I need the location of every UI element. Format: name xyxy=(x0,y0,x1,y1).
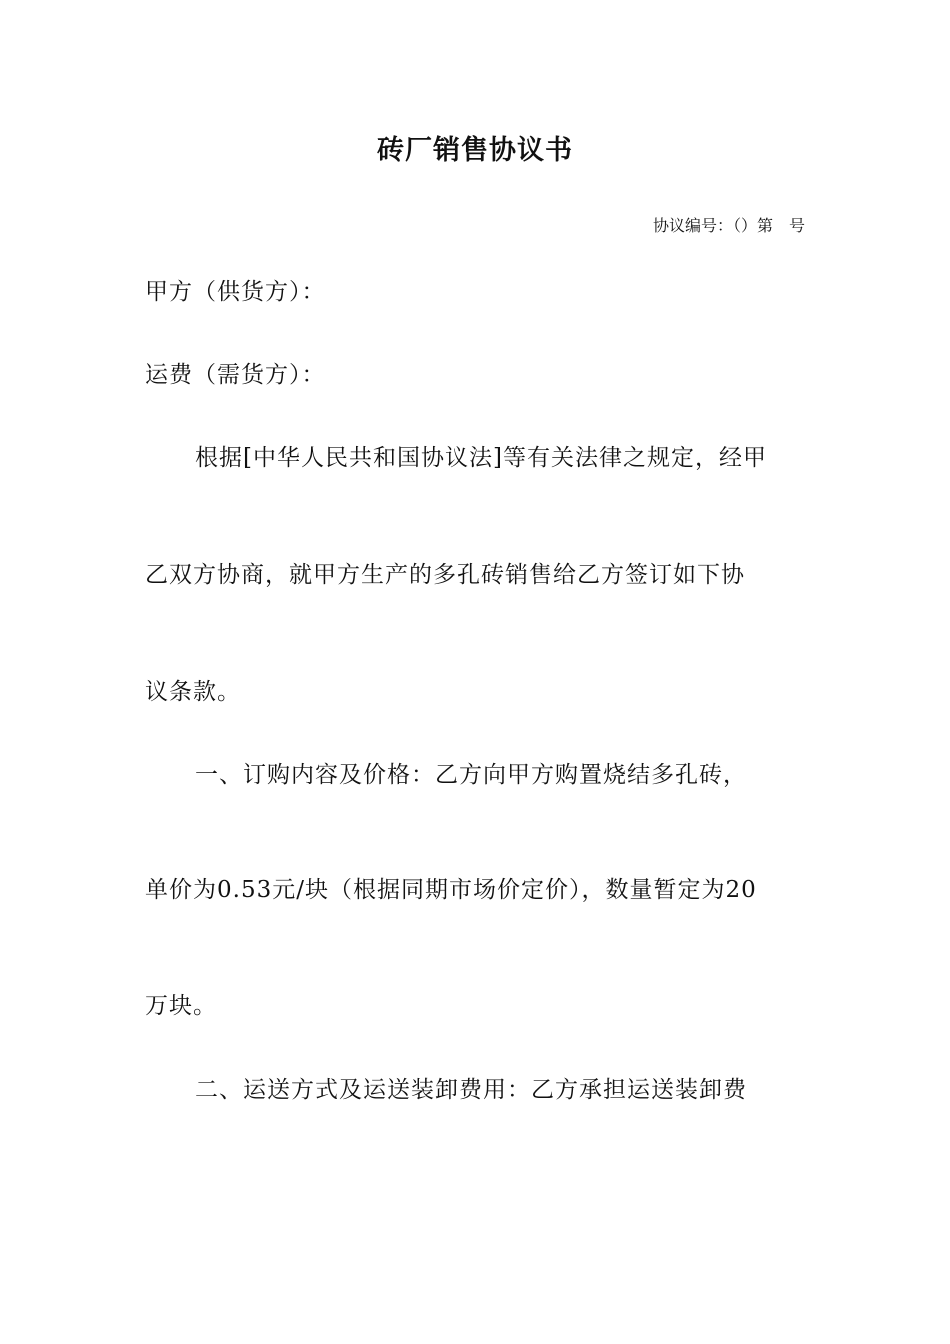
body-line: 乙双方协商，就甲方生产的多孔砖销售给乙方签订如下协 xyxy=(145,562,745,588)
body-line: 二、运送方式及运送装卸费用：乙方承担运送装卸费 xyxy=(195,1077,747,1103)
contract-number: 协议编号：（）第 号 xyxy=(652,216,805,235)
party-b-label: 运费（需货方）： xyxy=(145,362,326,388)
body-line: 根据[中华人民共和国协议法]等有关法律之规定，经甲 xyxy=(195,445,767,471)
body-line: 一、订购内容及价格：乙方向甲方购置烧结多孔砖， xyxy=(195,762,747,788)
body-line: 议条款。 xyxy=(145,679,241,705)
body-line: 万块。 xyxy=(145,993,217,1019)
party-a-label: 甲方（供货方）： xyxy=(145,279,326,305)
document-title: 砖厂销售协议书 xyxy=(377,135,573,166)
body-line: 单价为0.53元/块（根据同期市场价定价），数量暂定为20 xyxy=(145,877,757,903)
